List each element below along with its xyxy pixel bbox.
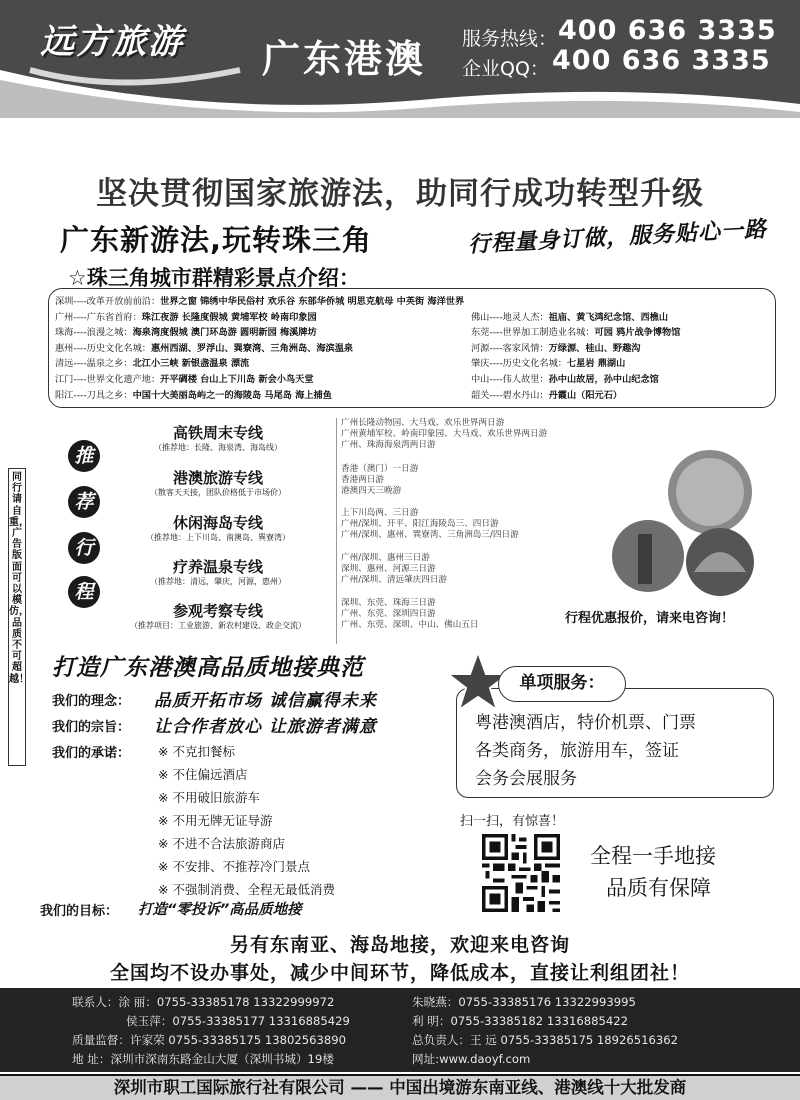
address: 地 址：深圳市深南东路金山大厦（深圳书城）19楼: [72, 1052, 334, 1066]
company-logo: 远方旅游: [40, 22, 184, 62]
offer-note: 行程优惠报价，请来电咨询！: [565, 611, 735, 626]
line-recommend: （推荐地：清远，肇庆，河源，惠州）: [150, 577, 286, 586]
hotline-number: 400 636 3335: [558, 15, 777, 46]
purpose-label: 我们的宗旨：: [52, 720, 131, 735]
qr-code[interactable]: [482, 834, 560, 912]
region-title: 广东港澳: [262, 37, 427, 81]
goal-label: 我们的目标：: [40, 904, 119, 919]
bottom-slogan: 全国均不设办事处，减少中间环节，降低成本，直接让利组团社！: [109, 962, 690, 984]
scenery-photo-collage: [610, 448, 760, 598]
contact-entry: 联系人：涂 丽：0755-33385178 13322999972: [72, 995, 335, 1009]
bottom-slogan: 另有东南亚、海岛地接，欢迎来电咨询: [229, 934, 570, 956]
spots-box: [48, 288, 776, 408]
goal-value: 打造“零投诉”高品质地接: [138, 902, 302, 918]
line-itinerary: 深圳、东莞、珠海三日游 广州、东莞、深圳四日游 广州、东莞、深圳、中山、佛山五日: [336, 598, 586, 644]
contact-entry: 侯玉萍：0755-33385177 13316885429: [126, 1014, 350, 1028]
scan-note: 扫一扫，有惊喜！: [460, 814, 565, 829]
contact-entry: 利 明：0755-33385182 13316885422: [412, 1014, 628, 1028]
spot-row: 阳江----刀具之乡：中国十大美丽岛屿之一的海陵岛 马尾岛 海上捕鱼 韶关----碧水丹山：丹霞山（阳元石）: [55, 389, 623, 401]
recommend-char-circle: 行: [68, 532, 100, 564]
spot-row: 深圳----改革开放前前沿：世界之窗 锦绣中华民俗村 欢乐谷 东部华侨城 明思克航母 中英街 海洋世界: [55, 296, 465, 307]
idea-label: 我们的理念：: [52, 694, 131, 709]
service-line: 各类商务，旅游用车，签证: [475, 741, 679, 761]
sub-slogan: 广东新游法,玩转珠三角: [60, 223, 373, 257]
contact-panel: [0, 988, 800, 1072]
contact-entry: 朱晓燕：0755-33385176 13322993995: [412, 995, 636, 1009]
promise-label: 我们的承诺：: [52, 746, 131, 761]
promise-item: ※ 不用破旧旅游车: [158, 790, 260, 805]
contact-entry: 总负责人：王 远 0755-33385175 18926516362: [412, 1033, 679, 1047]
promise-item: ※ 不住偏远酒店: [158, 767, 248, 782]
hotline-label: 服务热线：: [462, 28, 558, 50]
promise-item: ※ 不进不合法旅游商店: [158, 836, 285, 851]
service-tagline: 行程量身订做，服务贴心一路: [467, 217, 768, 258]
service-line: 粤港澳酒店，特价机票、门票: [475, 713, 696, 733]
line-recommend: （推荐项目：工业旅游、新农村建设、政企交流）: [130, 621, 306, 630]
line-recommend: （推荐地：长隆、海泉湾、海岛线）: [154, 443, 282, 452]
line-name: 港澳旅游专线: [172, 469, 263, 487]
promise-item: ※ 不克扣餐标: [158, 744, 235, 759]
idea-value: 品质开拓市场 诚信赢得未来: [154, 691, 377, 711]
recommend-char-circle: 程: [68, 576, 100, 608]
promise-item: ※ 不用无牌无证导游: [158, 813, 273, 828]
spot-row: 惠州----历史文化名城：惠州西湖、罗浮山、巽寮湾、三角洲岛、海滨温泉 河源----客家风情：万绿源、桂山、野趣沟: [55, 342, 641, 354]
line-name: 休闲海岛专线: [172, 514, 263, 532]
purpose-value: 让合作者放心 让旅游者满意: [154, 717, 377, 737]
company-footer: 深圳市职工国际旅行社有限公司 —— 中国出境游东南亚线、港澳线十大批发商: [0, 1074, 800, 1100]
website-link[interactable]: 网址:www.daoyf.com: [412, 1052, 531, 1066]
promise-item: ※ 不强制消费、全程无最低消费: [158, 882, 335, 897]
line-name: 高铁周末专线: [172, 424, 263, 442]
qq-number: 400 636 3335: [552, 45, 771, 76]
spot-row: 江门----世界文化遗产地：开平碉楼 台山上下川岛 新会小鸟天堂 中山----伟人故里：孙中山故居，孙中山纪念馆: [55, 373, 659, 385]
services-title: 单项服务：: [498, 666, 626, 702]
side-note: 同行请自重，广告版面可以模仿，品质不可超越！: [8, 468, 26, 766]
contact-entry: 质量监督：许家荣 0755-33385175 13802563890: [72, 1033, 346, 1047]
line-itinerary: 香港（澳门）一日游 香港两日游 港澳四天三晚游: [336, 464, 586, 510]
brand-slogan: 打造广东港澳高品质地接典范: [52, 655, 364, 681]
service-line: 会务会展服务: [475, 769, 577, 789]
line-itinerary: 上下川岛两、三日游 广州/深圳、开平、阳江海陵岛三、四日游 广州/深圳、惠州、巽寮湾、三角洲岛三/四日游: [336, 508, 586, 554]
recommend-char-circle: 推: [68, 440, 100, 472]
guarantee-line: 品质有保障: [606, 876, 711, 900]
line-name: 参观考察专线: [172, 602, 263, 620]
line-itinerary: 广州/深圳、惠州三日游 深圳、惠州、河源三日游 广州/深圳、清远肇庆四日游: [336, 553, 586, 599]
guarantee-line: 全程一手地接: [590, 844, 716, 868]
spot-row: 珠海----浪漫之城：海泉湾度假城 澳门环岛游 圆明新园 梅溪牌坊 东莞----世界加工制造业名城：可园 鸦片战争博物馆: [55, 327, 681, 339]
spots-section-title: ☆珠三角城市群精彩景点介绍：: [68, 266, 360, 290]
qq-label: 企业QQ：: [462, 58, 549, 80]
promise-item: ※ 不安排、不推荐冷门景点: [158, 859, 310, 874]
line-recommend: （推荐地：上下川岛、南澳岛、巽寮湾）: [146, 533, 290, 542]
spot-row: 广州----广东省首府：珠江夜游 长隆度假城 黄埔军校 岭南印象园 佛山----地灵人杰：祖庙、黄飞鸿纪念馆、西樵山: [55, 311, 669, 323]
line-name: 疗养温泉专线: [172, 558, 263, 576]
line-itinerary: 广州长隆动物园、大马戏、欢乐世界两日游 广州黄埔军校、岭南印象园、大马戏、欢乐世界两日游 广州、珠海海泉湾两日游: [336, 418, 586, 464]
spot-row: 清远----温泉之乡：北江小三峡 新银盏温泉 漂流 肇庆----历史文化名城：七星岩 鼎湖山: [55, 358, 626, 370]
main-slogan: 坚决贯彻国家旅游法，助同行成功转型升级: [96, 176, 704, 212]
recommend-char-circle: 荐: [68, 486, 100, 518]
line-recommend: （散客天天接，团队价格低于市场价）: [150, 488, 286, 497]
